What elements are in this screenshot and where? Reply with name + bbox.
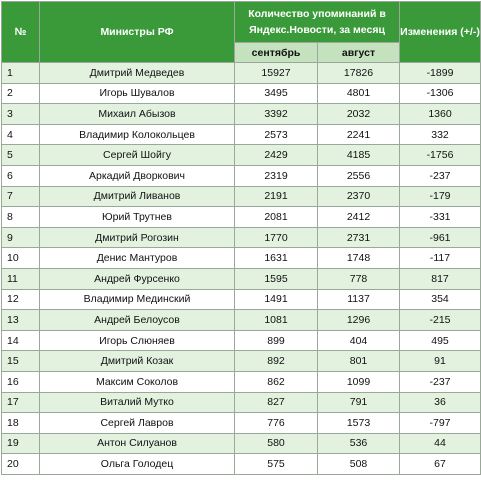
cell-num: 10 [2, 248, 40, 269]
table-row [2, 330, 481, 351]
cell-num: 1 [2, 63, 40, 84]
cell-august: 1296 [318, 310, 400, 331]
cell-august: 2412 [318, 207, 400, 228]
cell-minister-name: Сергей Лавров [40, 413, 235, 434]
table-row [2, 104, 481, 125]
cell-september: 1631 [235, 248, 318, 269]
cell-num: 12 [2, 289, 40, 310]
cell-august: 17826 [318, 63, 400, 84]
header-num: № [2, 2, 40, 63]
cell-num: 19 [2, 433, 40, 454]
cell-august: 1573 [318, 413, 400, 434]
cell-august: 4801 [318, 83, 400, 104]
table-row [2, 433, 481, 454]
cell-september: 1081 [235, 310, 318, 331]
cell-minister-name: Дмитрий Козак [40, 351, 235, 372]
cell-september: 1595 [235, 268, 318, 289]
cell-change: 354 [400, 289, 481, 310]
table-row [2, 83, 481, 104]
cell-august: 791 [318, 392, 400, 413]
cell-change: -215 [400, 310, 481, 331]
table-row [2, 248, 481, 269]
cell-september: 892 [235, 351, 318, 372]
cell-september: 827 [235, 392, 318, 413]
cell-num: 5 [2, 145, 40, 166]
cell-september: 776 [235, 413, 318, 434]
table-row [2, 268, 481, 289]
cell-num: 4 [2, 124, 40, 145]
cell-minister-name: Виталий Мутко [40, 392, 235, 413]
cell-august: 801 [318, 351, 400, 372]
cell-num: 7 [2, 186, 40, 207]
cell-august: 2032 [318, 104, 400, 125]
cell-september: 2573 [235, 124, 318, 145]
cell-september: 1491 [235, 289, 318, 310]
cell-change: 44 [400, 433, 481, 454]
cell-change: -331 [400, 207, 481, 228]
cell-september: 15927 [235, 63, 318, 84]
cell-minister-name: Аркадий Дворкович [40, 165, 235, 186]
cell-num: 18 [2, 413, 40, 434]
cell-august: 778 [318, 268, 400, 289]
ministers-mentions-table [1, 1, 481, 475]
table-row [2, 310, 481, 331]
cell-num: 8 [2, 207, 40, 228]
cell-minister-name: Владимир Мединский [40, 289, 235, 310]
cell-september: 2319 [235, 165, 318, 186]
header-september: сентябрь [235, 43, 318, 63]
cell-change: -797 [400, 413, 481, 434]
cell-minister-name: Андрей Фурсенко [40, 268, 235, 289]
cell-num: 17 [2, 392, 40, 413]
table-row [2, 392, 481, 413]
cell-change: 36 [400, 392, 481, 413]
cell-change: -1756 [400, 145, 481, 166]
cell-september: 2429 [235, 145, 318, 166]
table-row [2, 371, 481, 392]
header-mentions: Количество упоминаний в Яндекс.Новости, за месяц [235, 2, 400, 43]
cell-august: 2241 [318, 124, 400, 145]
cell-change: 495 [400, 330, 481, 351]
cell-august: 1137 [318, 289, 400, 310]
cell-minister-name: Юрий Трутнев [40, 207, 235, 228]
cell-change: -237 [400, 165, 481, 186]
cell-change: 91 [400, 351, 481, 372]
table-row [2, 227, 481, 248]
cell-num: 2 [2, 83, 40, 104]
cell-num: 6 [2, 165, 40, 186]
cell-minister-name: Антон Силуанов [40, 433, 235, 454]
cell-september: 899 [235, 330, 318, 351]
cell-september: 1770 [235, 227, 318, 248]
cell-minister-name: Ольга Голодец [40, 454, 235, 475]
cell-change: -961 [400, 227, 481, 248]
header-august: август [318, 43, 400, 63]
cell-num: 14 [2, 330, 40, 351]
cell-num: 16 [2, 371, 40, 392]
cell-change: 1360 [400, 104, 481, 125]
cell-september: 3495 [235, 83, 318, 104]
cell-change: 332 [400, 124, 481, 145]
cell-minister-name: Игорь Слюняев [40, 330, 235, 351]
cell-september: 2081 [235, 207, 318, 228]
header-ministers: Министры РФ [40, 2, 235, 63]
cell-august: 4185 [318, 145, 400, 166]
cell-august: 1748 [318, 248, 400, 269]
cell-change: -179 [400, 186, 481, 207]
table-row [2, 413, 481, 434]
cell-minister-name: Денис Мантуров [40, 248, 235, 269]
header-changes: Изменения (+/-) [400, 2, 481, 63]
cell-august: 2370 [318, 186, 400, 207]
cell-num: 11 [2, 268, 40, 289]
cell-minister-name: Сергей Шойгу [40, 145, 235, 166]
cell-change: -237 [400, 371, 481, 392]
cell-august: 2731 [318, 227, 400, 248]
cell-minister-name: Дмитрий Ливанов [40, 186, 235, 207]
cell-september: 862 [235, 371, 318, 392]
table-row [2, 207, 481, 228]
cell-change: 817 [400, 268, 481, 289]
cell-minister-name: Максим Соколов [40, 371, 235, 392]
cell-minister-name: Андрей Белоусов [40, 310, 235, 331]
table-row [2, 165, 481, 186]
cell-august: 508 [318, 454, 400, 475]
cell-august: 536 [318, 433, 400, 454]
table-row [2, 124, 481, 145]
table-row [2, 351, 481, 372]
cell-august: 2556 [318, 165, 400, 186]
table-row [2, 289, 481, 310]
cell-num: 20 [2, 454, 40, 475]
cell-august: 404 [318, 330, 400, 351]
cell-num: 13 [2, 310, 40, 331]
cell-september: 3392 [235, 104, 318, 125]
cell-minister-name: Владимир Колокольцев [40, 124, 235, 145]
table-row [2, 63, 481, 84]
cell-change: -117 [400, 248, 481, 269]
cell-num: 3 [2, 104, 40, 125]
cell-num: 15 [2, 351, 40, 372]
cell-change: -1899 [400, 63, 481, 84]
table-row [2, 454, 481, 475]
cell-september: 575 [235, 454, 318, 475]
cell-num: 9 [2, 227, 40, 248]
cell-minister-name: Дмитрий Рогозин [40, 227, 235, 248]
table-row [2, 186, 481, 207]
cell-minister-name: Михаил Абызов [40, 104, 235, 125]
cell-minister-name: Игорь Шувалов [40, 83, 235, 104]
cell-minister-name: Дмитрий Медведев [40, 63, 235, 84]
cell-change: -1306 [400, 83, 481, 104]
cell-august: 1099 [318, 371, 400, 392]
cell-september: 580 [235, 433, 318, 454]
header-row [2, 2, 481, 43]
cell-september: 2191 [235, 186, 318, 207]
table-body [2, 63, 481, 475]
table-row [2, 145, 481, 166]
cell-change: 67 [400, 454, 481, 475]
